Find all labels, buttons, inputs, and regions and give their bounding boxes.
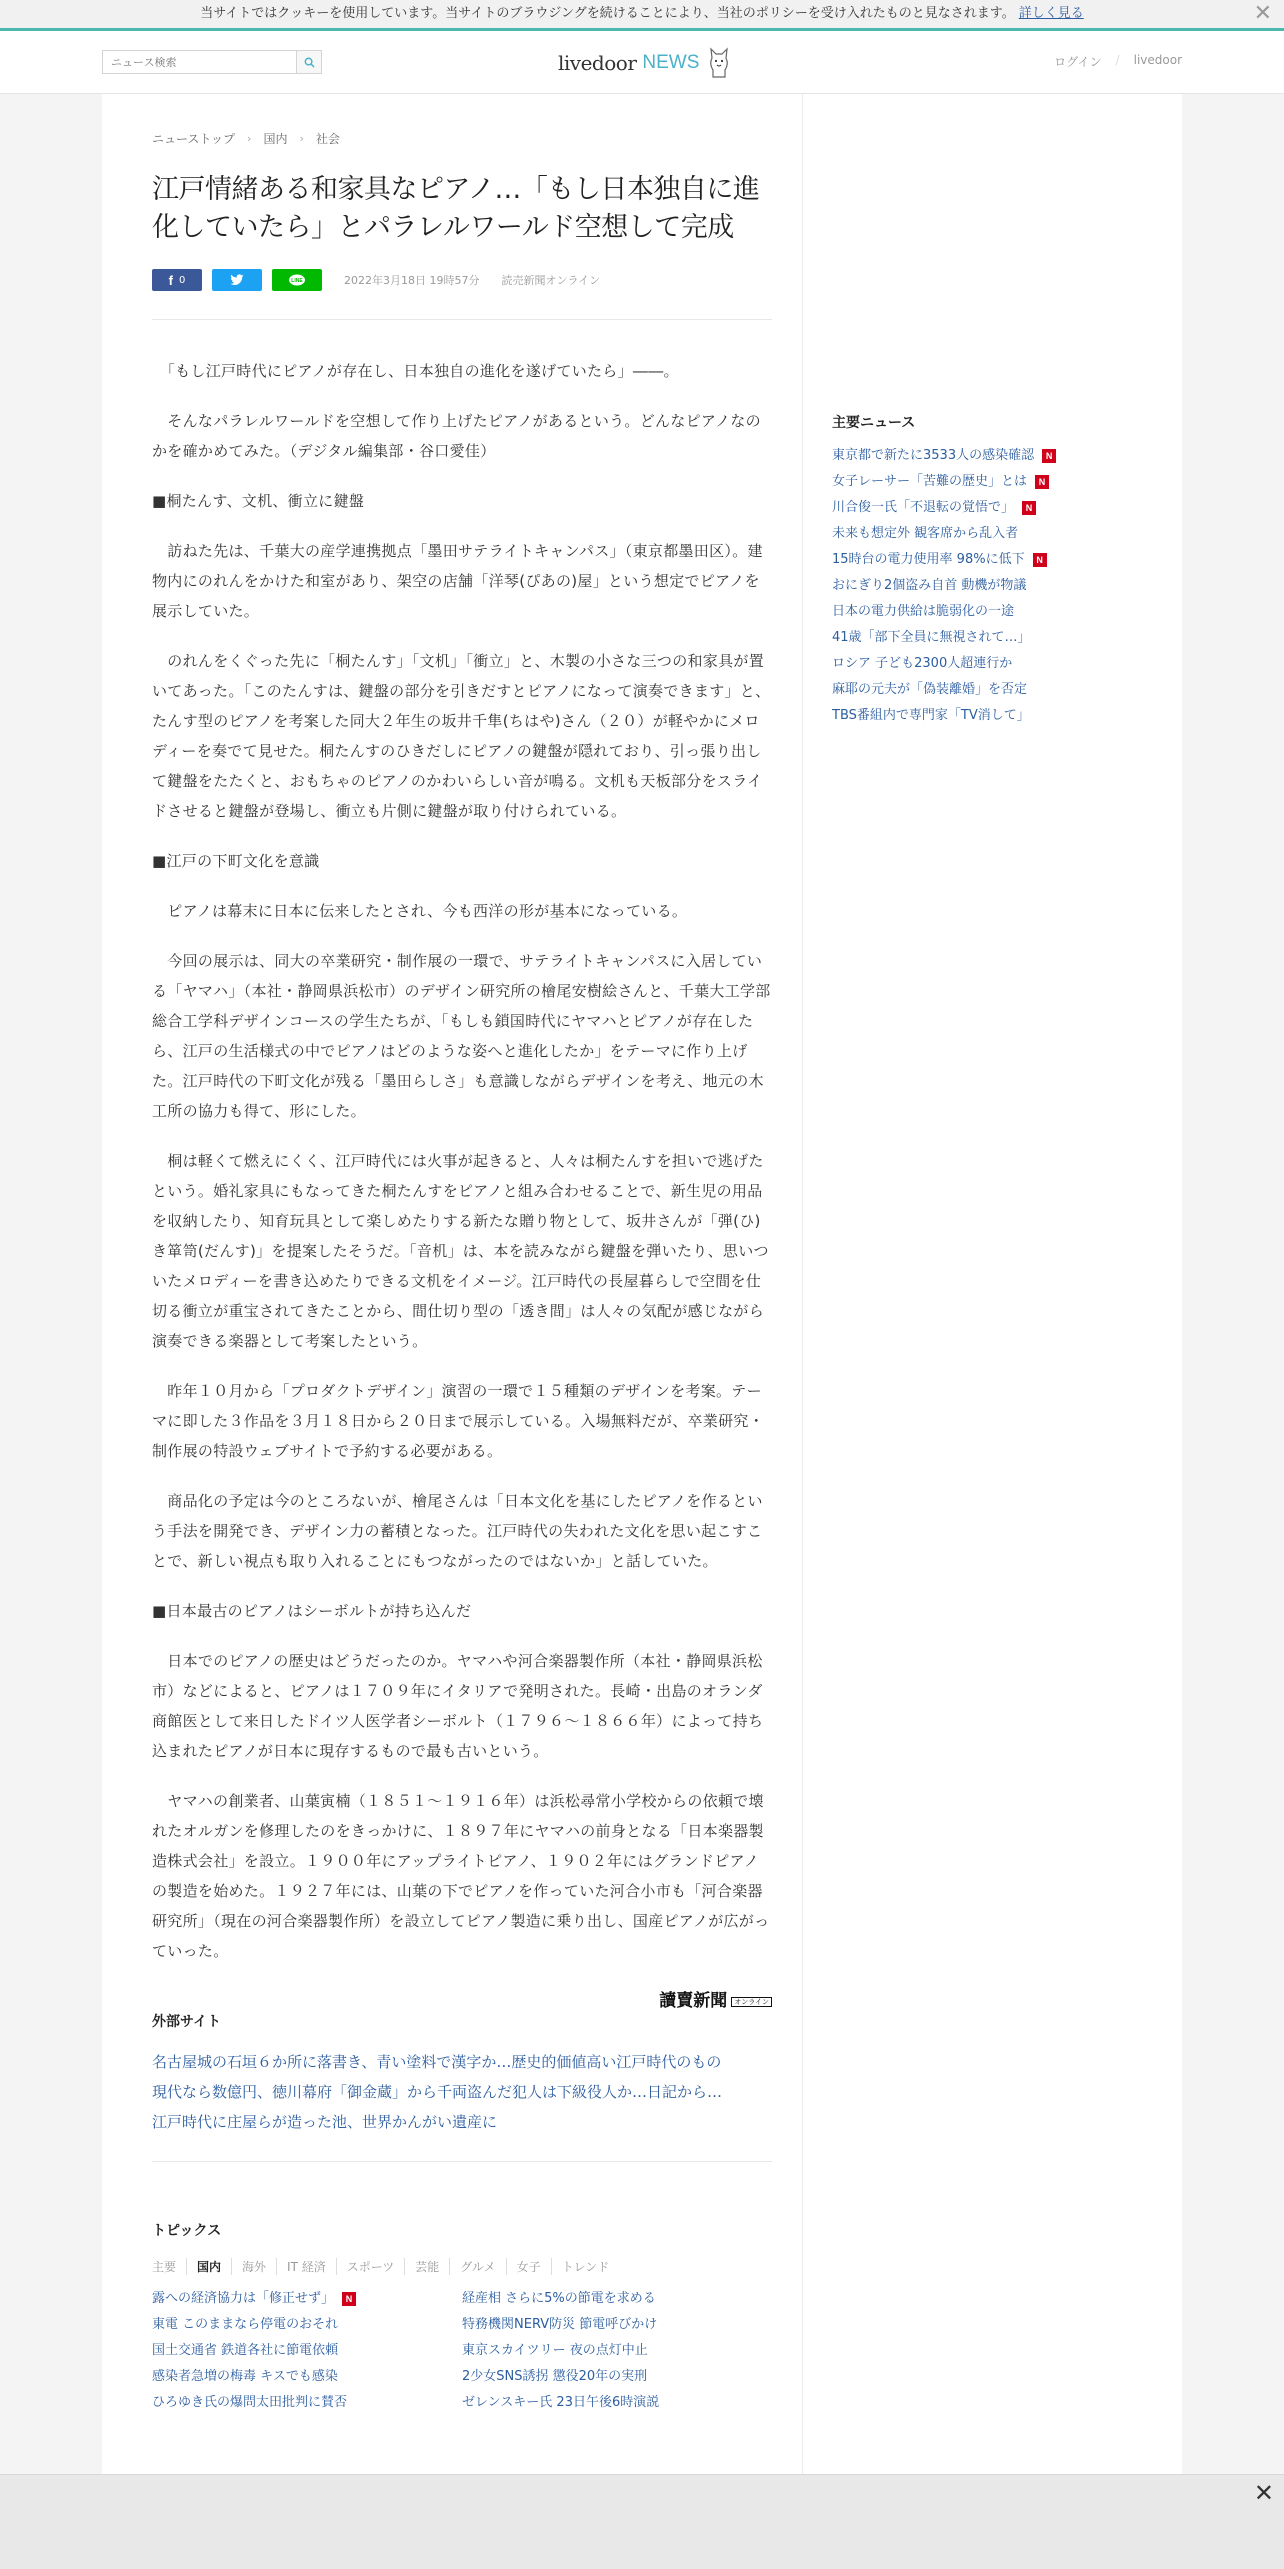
topics-list bbox=[152, 2289, 772, 2413]
breadcrumb-news-top[interactable]: ニューストップ bbox=[152, 132, 236, 146]
article-paragraph: のれんをくぐった先に「桐たんす」「文机」「衝立」と、木製の小さな三つの和家具が置いてあった。「このたんすは、鍵盤の部分を引きだすとピアノになって演奏できます」と、たんす型のピアノを考案した同大２年生の坂井千隼(ちはや)さん（２０）が軽やかにメロディーを奏でて見せた。桐たんすのひきだしにピアノの鍵盤が隠れており、引っ張り出して鍵盤をたたくと、おもちゃのピアノのかわいらしい音が鳴る。文机も天板部分をスライドさせると鍵盤が登場し、衝立も片側に鍵盤が取り付けられている。 bbox=[152, 652, 771, 820]
topic-text: 国土交通省 鉄道各社に節電依頼 bbox=[152, 2343, 339, 2358]
svg-text:LINE: LINE bbox=[291, 278, 303, 284]
site-logo[interactable] bbox=[558, 45, 731, 81]
news-text: 女子レーサー「苦難の歴史」とは bbox=[832, 474, 1028, 489]
external-sites-title: 外部サイト bbox=[152, 2014, 222, 2030]
news-text: 41歳「部下全員に無視されて…」 bbox=[832, 630, 1031, 645]
article bbox=[152, 94, 772, 2413]
new-badge: N bbox=[1033, 553, 1047, 567]
topic-link[interactable] bbox=[152, 2367, 462, 2387]
article-source[interactable]: 読売新聞オンライン bbox=[501, 274, 601, 287]
topic-text: ひろゆき氏の爆問太田批判に賛否 bbox=[152, 2395, 348, 2410]
logo-livedoor: livedoor bbox=[558, 51, 637, 75]
external-links bbox=[152, 2047, 772, 2137]
main-news-link[interactable] bbox=[832, 524, 1152, 544]
main-content bbox=[102, 94, 1182, 2474]
tab-overseas[interactable]: 海外 bbox=[231, 2258, 276, 2275]
news-text: 川合俊一氏「不退転の覚悟で」 bbox=[832, 500, 1015, 515]
search-input[interactable] bbox=[103, 51, 297, 73]
mascot-icon bbox=[707, 46, 731, 80]
login-link[interactable]: ログイン bbox=[1054, 55, 1102, 69]
sidebar-divider bbox=[802, 94, 803, 2474]
main-news-list bbox=[832, 446, 1152, 726]
sidebar bbox=[832, 94, 1152, 732]
news-text: 東京都で新たに3533人の感染確認 bbox=[832, 448, 1035, 463]
news-text: 麻耶の元夫が「偽装離婚」を否定 bbox=[832, 682, 1028, 697]
topic-text: 東京スカイツリー 夜の点灯中止 bbox=[462, 2343, 648, 2358]
article-subheading: ■日本最古のピアノはシーボルトが持ち込んだ bbox=[152, 1602, 472, 1620]
site-header bbox=[0, 31, 1284, 94]
topic-text: 経産相 さらに5%の節電を求める bbox=[462, 2291, 656, 2306]
topic-link[interactable] bbox=[152, 2289, 462, 2309]
main-news-link[interactable] bbox=[832, 628, 1152, 648]
close-icon[interactable]: ✕ bbox=[1253, 2479, 1274, 2507]
twitter-share-button[interactable] bbox=[212, 269, 262, 291]
yomiuri-logo bbox=[152, 1986, 772, 2011]
main-news-link[interactable] bbox=[832, 654, 1152, 674]
topic-link[interactable] bbox=[462, 2367, 772, 2387]
tab-entertainment[interactable]: 芸能 bbox=[404, 2258, 449, 2275]
divider bbox=[152, 319, 772, 320]
topic-link[interactable] bbox=[462, 2289, 772, 2309]
tab-trend[interactable]: トレンド bbox=[551, 2258, 620, 2275]
new-badge: N bbox=[342, 2292, 356, 2306]
facebook-share-button[interactable] bbox=[152, 269, 202, 291]
news-text: 未来も想定外 観客席から乱入者 bbox=[832, 526, 1019, 541]
main-news-link[interactable] bbox=[832, 446, 1152, 466]
topic-link[interactable] bbox=[152, 2393, 462, 2413]
article-paragraph: 「もし江戸時代にピアノが存在し、日本独自の進化を遂げていたら」――。 bbox=[152, 362, 679, 380]
article-subheading: ■江戸の下町文化を意識 bbox=[152, 852, 320, 870]
article-paragraph: 今回の展示は、同大の卒業研究・制作展の一環で、サテライトキャンパスに入居している「ヤマハ」（本社・静岡県浜松市）のデザイン研究所の檜尾安樹絵さんと、千葉大工学部総合工学科デザインコースの学生たちが、「もしも鎖国時代にヤマハとピアノが存在したら、江戸の生活様式の中でピアノはどのような姿へと進化したか」をテーマに作り上げた。江戸時代の下町文化が残る「墨田らしさ」も意識しながらデザインを考え、地元の木工所の協力も得て、形にした。 bbox=[152, 952, 771, 1120]
topic-text: 東電 このままなら停電のおそれ bbox=[152, 2317, 339, 2332]
chevron-right-icon: › bbox=[299, 132, 304, 145]
twitter-icon bbox=[230, 274, 244, 286]
main-news-link[interactable] bbox=[832, 550, 1152, 570]
divider bbox=[152, 2161, 772, 2162]
header-links bbox=[1054, 53, 1182, 70]
tab-women[interactable]: 女子 bbox=[506, 2258, 551, 2275]
bottom-ad-bar bbox=[0, 2474, 1284, 2569]
breadcrumb-society[interactable]: 社会 bbox=[315, 132, 340, 146]
topic-text: 2少女SNS誘拐 懲役20年の実刑 bbox=[462, 2369, 648, 2384]
news-text: おにぎり2個盗み自首 動機が物議 bbox=[832, 578, 1027, 593]
article-paragraph: そんなパラレルワールドを空想して作り上げたピアノがあるという。どんなピアノなのかを確かめてみた。（デジタル編集部・谷口愛佳） bbox=[152, 412, 761, 460]
cookie-close-icon[interactable]: ✕ bbox=[1253, 1, 1272, 26]
main-news-link[interactable] bbox=[832, 576, 1152, 596]
article-meta bbox=[152, 269, 772, 291]
main-news-link[interactable] bbox=[832, 602, 1152, 622]
line-icon bbox=[287, 273, 307, 287]
tab-gourmet[interactable]: グルメ bbox=[449, 2258, 505, 2275]
article-title: 江戸情緒ある和家具なピアノ…「もし日本独自に進化していたら」とパラレルワールド空想して完成 bbox=[152, 174, 760, 243]
facebook-count: 0 bbox=[178, 274, 186, 286]
cookie-details-link[interactable]: 詳しく見る bbox=[1018, 6, 1084, 21]
main-news-link[interactable] bbox=[832, 706, 1152, 726]
new-badge: N bbox=[1035, 475, 1049, 489]
article-paragraph: 商品化の予定は今のところないが、檜尾さんは「日本文化を基にしたピアノを作るという手法を開発でき、デザイン力の蓄積となった。江戸時代の失われた文化を思い起こすことで、新しい視点も取り入れることにもつながったのではないか」と話していた。 bbox=[152, 1492, 763, 1570]
article-paragraph: 訪ねた先は、千葉大の産学連携拠点「墨田サテライトキャンパス」（東京都墨田区）。建物内にのれんをかけた和室があり、架空の店舗「洋琴(ぴあの)屋」という想定でピアノを展示していた。 bbox=[152, 542, 763, 620]
external-link[interactable]: 名古屋城の石垣６か所に落書き、青い塗料で漢字か…歴史的価値高い江戸時代のもの bbox=[152, 2053, 722, 2071]
breadcrumb bbox=[152, 130, 772, 147]
topic-link[interactable] bbox=[462, 2393, 772, 2413]
source-logo-text: 讀賣新聞 bbox=[659, 1991, 728, 2011]
new-badge: N bbox=[1042, 449, 1056, 463]
main-news-link[interactable] bbox=[832, 680, 1152, 700]
main-news-link[interactable] bbox=[832, 498, 1152, 518]
facebook-icon: f bbox=[168, 272, 173, 288]
article-paragraph: 日本でのピアノの歴史はどうだったのか。ヤマハや河合楽器製作所（本社・静岡県浜松市）などによると、ピアノは１７０９年にイタリアで発明された。長崎・出島のオランダ商館医として来日したドイツ人医学者シーボルト（１７９６～１８６６年）によって持ち込まれたピアノが日本に現存するもので最も古いという。 bbox=[152, 1652, 764, 1760]
topic-link[interactable] bbox=[152, 2341, 462, 2361]
breadcrumb-domestic[interactable]: 国内 bbox=[263, 132, 288, 146]
logo-news: NEWS bbox=[642, 52, 700, 73]
topic-text: ゼレンスキー氏 23日午後6時演説 bbox=[462, 2395, 660, 2410]
main-news-link[interactable] bbox=[832, 472, 1152, 492]
topic-text: 感染者急増の梅毒 キスでも感染 bbox=[152, 2369, 338, 2384]
main-news-title: 主要ニュース bbox=[832, 415, 916, 431]
article-paragraph: 昨年１０月から「プロダクトデザイン」演習の一環で１５種類のデザインを考案。テーマに即した３作品を３月１８日から２０日まで展示している。入場無料だが、卒業研究・制作展の特設ウェブサイトで予約する必要がある。 bbox=[152, 1382, 765, 1460]
search-icon bbox=[304, 57, 315, 68]
tab-domestic[interactable]: 国内 bbox=[186, 2258, 231, 2275]
tab-main[interactable]: 主要 bbox=[152, 2260, 177, 2274]
topic-link[interactable] bbox=[462, 2341, 772, 2361]
topic-text: 特務機関NERV防災 節電呼びかけ bbox=[462, 2317, 658, 2332]
topic-link[interactable] bbox=[152, 2315, 462, 2335]
news-text: 日本の電力供給は脆弱化の一途 bbox=[832, 604, 1015, 619]
topic-link[interactable] bbox=[462, 2315, 772, 2335]
topics-title: トピックス bbox=[152, 2223, 222, 2239]
article-paragraph: ヤマハの創業者、山葉寅楠（１８５１～１９１６年）は浜松尋常小学校からの依頼で壊れたオルガンを修理したのをきっかけに、１８９７年にヤマハの前身となる「日本楽器製造株式会社」を設立。１９００年にアップライトピアノ、１９０２年にはグランドピアノの製造を始めた。１９２７年には、山葉の下でピアノを作っていた河合小市も「河合楽器研究所」（現在の河合楽器製作所）を設立してピアノ製造に乗り出し、国産ピアノが広がっていった。 bbox=[152, 1792, 770, 1960]
livedoor-link[interactable]: livedoor bbox=[1133, 53, 1182, 67]
tab-sports[interactable]: スポーツ bbox=[336, 2258, 405, 2275]
header-separator: / bbox=[1115, 53, 1120, 67]
article-paragraph: 桐は軽くて燃えにくく、江戸時代には火事が起きると、人々は桐たんすを担いで逃げたという。婚礼家具にもなってきた桐たんすをピアノと組み合わせることで、新生児の用品を収納したり、知育玩具として楽しめたりする新たな贈り物として、坂井さんが「弾(ひ)き箪笥(だんす)」を提案したそうだ。「音机」は、本を読みながら鍵盤を弾いたり、思いついたメロディーを書き込めたりできる文机をイメージ。江戸時代の長屋暮らしで空間を仕切る衝立が重宝されてきたことから、間仕切り型の「透き間」は人々の気配が感じながら演奏できる楽器として考案したという。 bbox=[152, 1152, 769, 1350]
news-text: TBS番組内で専門家「TV消して」 bbox=[832, 708, 1030, 723]
article-paragraph: ピアノは幕末に日本に伝来したとされ、今も西洋の形が基本になっている。 bbox=[152, 902, 688, 920]
news-text: 15時台の電力使用率 98%に低下 bbox=[832, 552, 1025, 567]
article-date: 2022年3月18日 19時57分 bbox=[344, 274, 480, 287]
line-share-button[interactable] bbox=[272, 269, 322, 291]
search-box bbox=[102, 50, 322, 74]
topic-text: 露への経済協力は「修正せず」 bbox=[152, 2291, 335, 2306]
news-text: ロシア 子ども2300人超連行か bbox=[832, 656, 1013, 671]
tab-it-economy[interactable]: IT 経済 bbox=[276, 2258, 336, 2275]
cookie-banner bbox=[0, 0, 1284, 31]
article-subheading: ■桐たんす、文机、衝立に鍵盤 bbox=[152, 492, 365, 510]
external-link[interactable]: 現代なら数億円、徳川幕府「御金蔵」から千両盗んだ犯人は下級役人か…日記から… bbox=[152, 2083, 723, 2101]
new-badge: N bbox=[1022, 501, 1036, 515]
chevron-right-icon: › bbox=[247, 132, 252, 145]
external-link[interactable]: 江戸時代に庄屋らが造った池、世界かんがい遺産に bbox=[152, 2113, 498, 2131]
topics-tabs bbox=[152, 2258, 772, 2275]
article-body bbox=[152, 356, 772, 1966]
cookie-text: 当サイトではクッキーを使用しています。当サイトのブラウジングを続けることにより、当社のポリシーを受け入れたものと見なされます。 bbox=[200, 6, 1015, 21]
search-button[interactable] bbox=[296, 51, 321, 73]
source-logo-tag: オンライン bbox=[731, 1997, 772, 2007]
